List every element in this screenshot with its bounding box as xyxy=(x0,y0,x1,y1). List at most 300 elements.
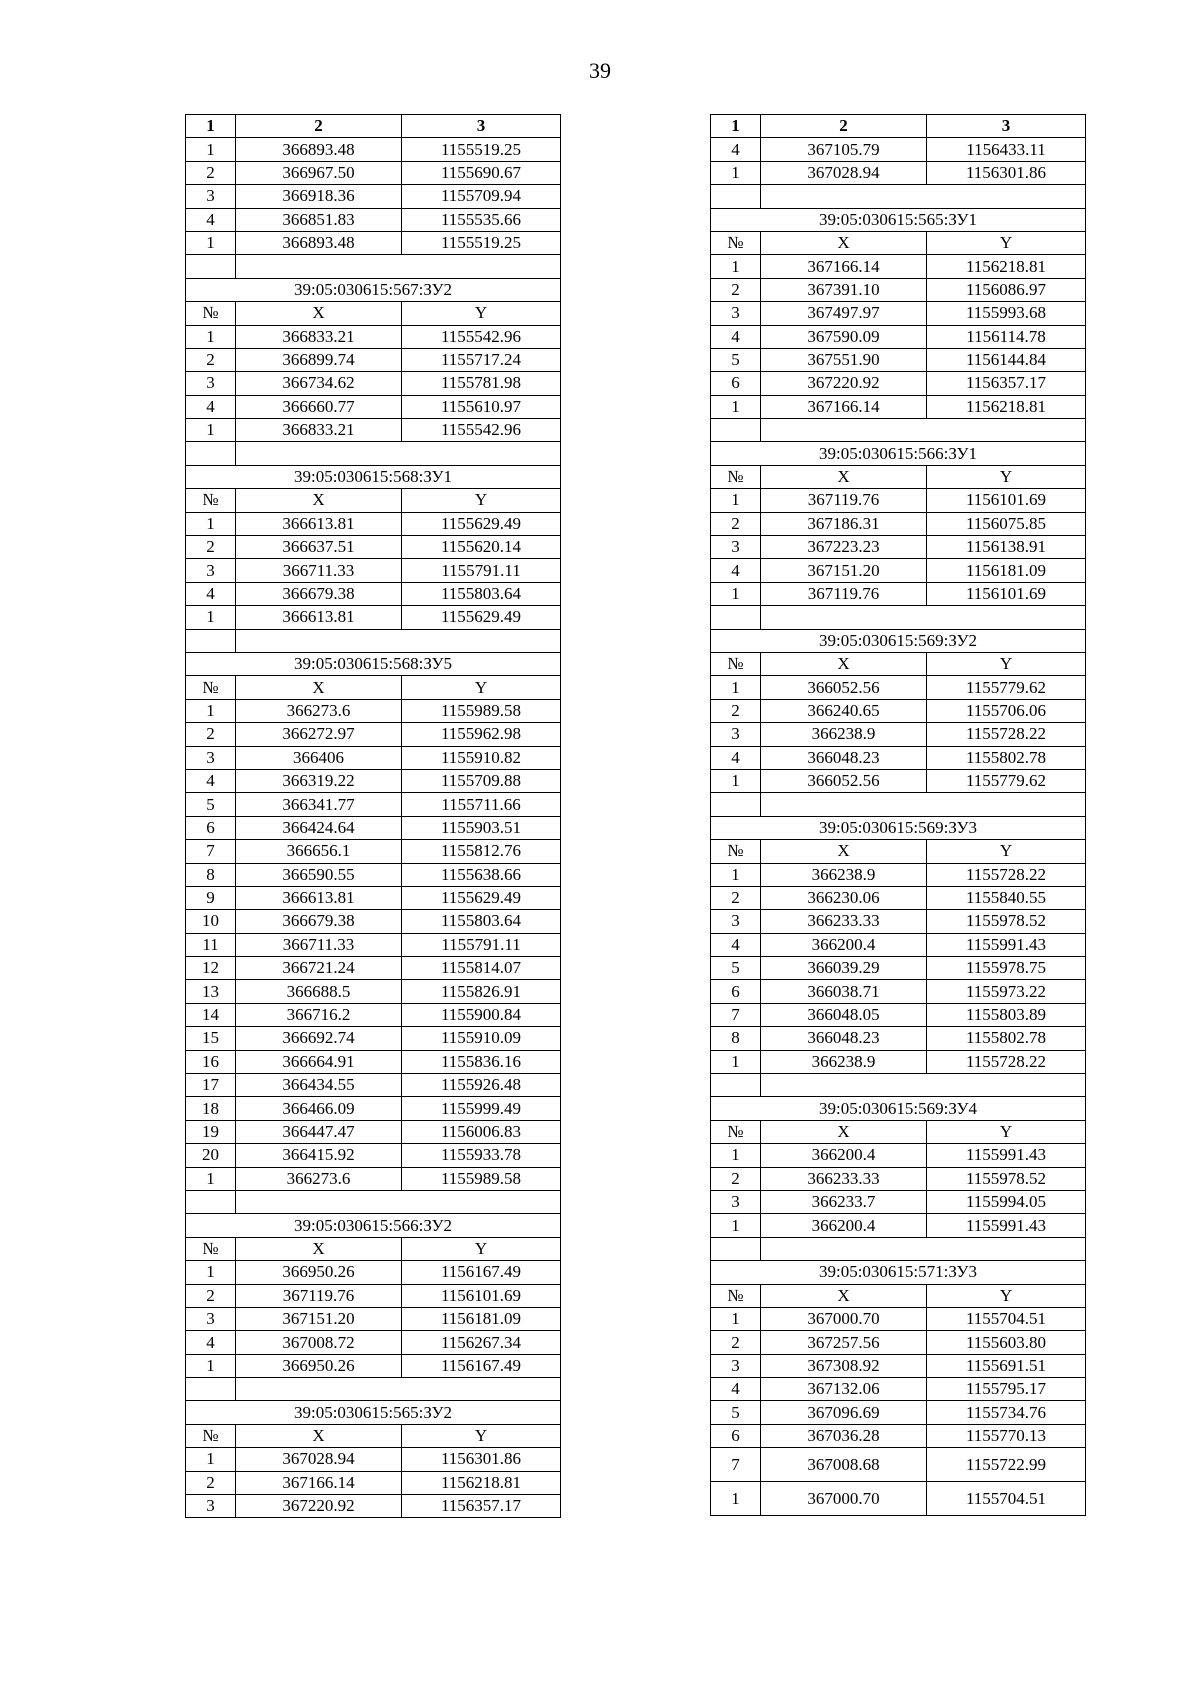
y-coordinate-cell: 1155781.98 xyxy=(402,372,561,395)
table-row xyxy=(186,840,561,863)
point-number-cell: 1 xyxy=(186,325,236,348)
point-number-cell: 6 xyxy=(711,1424,761,1447)
blank-row xyxy=(711,793,1086,816)
blank-row xyxy=(711,419,1086,442)
table-row xyxy=(711,536,1086,559)
table-row xyxy=(186,910,561,933)
point-number-cell: 3 xyxy=(186,1307,236,1330)
y-coordinate-cell: 1155709.88 xyxy=(402,769,561,792)
table-row xyxy=(186,489,561,512)
table-row xyxy=(711,769,1086,792)
point-number-cell: 2 xyxy=(711,1167,761,1190)
x-coordinate-cell: 366233.33 xyxy=(761,910,927,933)
table-row xyxy=(711,302,1086,325)
blank-cell xyxy=(761,1237,1086,1260)
y-coordinate-cell: 1155900.84 xyxy=(402,1003,561,1026)
y-coordinate-cell: 1155978.75 xyxy=(927,957,1086,980)
point-number-cell: 5 xyxy=(711,1401,761,1424)
point-number-cell: 2 xyxy=(711,512,761,535)
table-row xyxy=(711,957,1086,980)
x-coordinate-cell: 366716.2 xyxy=(236,1003,402,1026)
table-row xyxy=(711,465,1086,488)
y-coordinate-cell: Y xyxy=(402,676,561,699)
y-coordinate-cell: 1156086.97 xyxy=(927,278,1086,301)
x-coordinate-cell: 366950.26 xyxy=(236,1354,402,1377)
blank-row xyxy=(186,1378,561,1401)
x-coordinate-cell: X xyxy=(236,1424,402,1447)
y-coordinate-cell: 1155728.22 xyxy=(927,863,1086,886)
parcel-title-row xyxy=(186,278,561,301)
y-coordinate-cell: Y xyxy=(927,465,1086,488)
table-row xyxy=(711,372,1086,395)
table-row xyxy=(711,1424,1086,1447)
x-coordinate-cell: 366238.9 xyxy=(761,863,927,886)
header-cell: 2 xyxy=(236,115,402,138)
parcel-title: 39:05:030615:566:ЗУ1 xyxy=(711,442,1086,465)
y-coordinate-cell: 1155814.07 xyxy=(402,957,561,980)
table-row xyxy=(711,1307,1086,1330)
table-row xyxy=(186,1027,561,1050)
table-row xyxy=(711,1482,1086,1516)
blank-row xyxy=(186,629,561,652)
table-row xyxy=(186,1354,561,1377)
blank-row xyxy=(186,442,561,465)
table-row xyxy=(186,208,561,231)
y-coordinate-cell: 1156267.34 xyxy=(402,1331,561,1354)
y-coordinate-cell: 1155933.78 xyxy=(402,1144,561,1167)
point-number-cell: 2 xyxy=(186,161,236,184)
point-number-cell: 17 xyxy=(186,1074,236,1097)
table-row xyxy=(186,816,561,839)
point-number-cell: 4 xyxy=(711,1378,761,1401)
point-number-cell: 1 xyxy=(711,1307,761,1330)
blank-cell xyxy=(711,1074,761,1097)
parcel-title: 39:05:030615:566:ЗУ2 xyxy=(186,1214,561,1237)
point-number-cell: 3 xyxy=(711,536,761,559)
blank-row xyxy=(186,255,561,278)
blank-cell xyxy=(186,629,236,652)
x-coordinate-cell: 366233.7 xyxy=(761,1190,927,1213)
point-number-cell: 12 xyxy=(186,957,236,980)
x-coordinate-cell: X xyxy=(761,231,927,254)
table-row xyxy=(186,419,561,442)
y-coordinate-cell: 1155910.82 xyxy=(402,746,561,769)
parcel-title: 39:05:030615:568:ЗУ1 xyxy=(186,465,561,488)
point-number-cell: 4 xyxy=(186,395,236,418)
point-number-cell: 5 xyxy=(711,957,761,980)
point-number-cell: 16 xyxy=(186,1050,236,1073)
table-row xyxy=(711,886,1086,909)
table-row xyxy=(711,582,1086,605)
parcel-title-row xyxy=(711,208,1086,231)
x-coordinate-cell: 366200.4 xyxy=(761,1214,927,1237)
y-coordinate-cell: 1155973.22 xyxy=(927,980,1086,1003)
point-number-cell: 2 xyxy=(711,1331,761,1354)
x-coordinate-cell: X xyxy=(761,465,927,488)
blank-row xyxy=(186,1190,561,1213)
x-coordinate-cell: 367391.10 xyxy=(761,278,927,301)
point-number-cell: 3 xyxy=(711,1190,761,1213)
point-number-cell: 1 xyxy=(711,395,761,418)
x-coordinate-cell: 367119.76 xyxy=(236,1284,402,1307)
table-row xyxy=(186,372,561,395)
x-coordinate-cell: 366851.83 xyxy=(236,208,402,231)
blank-cell xyxy=(236,1378,561,1401)
y-coordinate-cell: 1156301.86 xyxy=(402,1448,561,1471)
table-row xyxy=(711,138,1086,161)
y-coordinate-cell: 1155610.97 xyxy=(402,395,561,418)
y-coordinate-cell: 1155734.76 xyxy=(927,1401,1086,1424)
table-row xyxy=(186,676,561,699)
point-number-cell: 1 xyxy=(186,1261,236,1284)
point-number-cell: 2 xyxy=(186,1284,236,1307)
table-row xyxy=(711,652,1086,675)
x-coordinate-cell: 367000.70 xyxy=(761,1482,927,1516)
point-number-cell: 1 xyxy=(711,1214,761,1237)
x-coordinate-cell: 366200.4 xyxy=(761,933,927,956)
x-coordinate-cell: 367132.06 xyxy=(761,1378,927,1401)
y-coordinate-cell: Y xyxy=(927,1120,1086,1143)
y-coordinate-cell: 1155802.78 xyxy=(927,746,1086,769)
point-number-cell: 1 xyxy=(186,699,236,722)
point-number-cell: 3 xyxy=(711,910,761,933)
y-coordinate-cell: 1155519.25 xyxy=(402,231,561,254)
x-coordinate-cell: 367186.31 xyxy=(761,512,927,535)
y-coordinate-cell: 1155709.94 xyxy=(402,185,561,208)
x-coordinate-cell: 367096.69 xyxy=(761,1401,927,1424)
blank-cell xyxy=(761,185,1086,208)
y-coordinate-cell: Y xyxy=(402,302,561,325)
coordinates-table-left xyxy=(185,114,561,1518)
table-row xyxy=(186,1424,561,1447)
x-coordinate-cell: 366052.56 xyxy=(761,769,927,792)
parcel-title-row xyxy=(186,465,561,488)
x-coordinate-cell: 367223.23 xyxy=(761,536,927,559)
y-coordinate-cell: 1156114.78 xyxy=(927,325,1086,348)
table-row xyxy=(711,1050,1086,1073)
y-coordinate-cell: 1155717.24 xyxy=(402,348,561,371)
blank-cell xyxy=(236,629,561,652)
table-row xyxy=(186,395,561,418)
point-number-cell: 7 xyxy=(711,1448,761,1482)
point-number-cell: 2 xyxy=(711,278,761,301)
y-coordinate-cell: 1155962.98 xyxy=(402,723,561,746)
y-coordinate-cell: 1155903.51 xyxy=(402,816,561,839)
point-number-cell: 20 xyxy=(186,1144,236,1167)
x-coordinate-cell: 366664.91 xyxy=(236,1050,402,1073)
table-header-row xyxy=(186,115,561,138)
x-coordinate-cell: 366711.33 xyxy=(236,933,402,956)
point-number-cell: 1 xyxy=(186,512,236,535)
y-coordinate-cell: 1155991.43 xyxy=(927,1144,1086,1167)
parcel-title: 39:05:030615:565:ЗУ1 xyxy=(711,208,1086,231)
header-cell: 1 xyxy=(186,115,236,138)
y-coordinate-cell: 1155535.66 xyxy=(402,208,561,231)
table-row xyxy=(711,723,1086,746)
x-coordinate-cell: 366656.1 xyxy=(236,840,402,863)
x-coordinate-cell: 366415.92 xyxy=(236,1144,402,1167)
x-coordinate-cell: 366341.77 xyxy=(236,793,402,816)
y-coordinate-cell: 1156218.81 xyxy=(402,1471,561,1494)
point-number-cell: № xyxy=(186,302,236,325)
table-row xyxy=(186,1448,561,1471)
x-coordinate-cell: 366899.74 xyxy=(236,348,402,371)
x-coordinate-cell: 367166.14 xyxy=(761,395,927,418)
y-coordinate-cell: 1155629.49 xyxy=(402,512,561,535)
table-row xyxy=(186,1144,561,1167)
y-coordinate-cell: 1155629.49 xyxy=(402,606,561,629)
table-row xyxy=(186,769,561,792)
point-number-cell: № xyxy=(186,676,236,699)
parcel-title: 39:05:030615:568:ЗУ5 xyxy=(186,652,561,675)
point-number-cell: 4 xyxy=(711,138,761,161)
table-row xyxy=(186,138,561,161)
point-number-cell: 7 xyxy=(186,840,236,863)
table-row xyxy=(711,1167,1086,1190)
point-number-cell: 1 xyxy=(711,1050,761,1073)
table-row xyxy=(186,302,561,325)
header-cell: 1 xyxy=(711,115,761,138)
table-row xyxy=(186,231,561,254)
table-row xyxy=(186,980,561,1003)
table-row xyxy=(186,1120,561,1143)
point-number-cell: 2 xyxy=(186,1471,236,1494)
parcel-title: 39:05:030615:571:ЗУ3 xyxy=(711,1261,1086,1284)
x-coordinate-cell: 366272.97 xyxy=(236,723,402,746)
point-number-cell: 2 xyxy=(711,699,761,722)
table-row xyxy=(711,1331,1086,1354)
table-row xyxy=(186,606,561,629)
point-number-cell: 8 xyxy=(711,1027,761,1050)
table-row xyxy=(711,1214,1086,1237)
point-number-cell: 4 xyxy=(186,582,236,605)
x-coordinate-cell: 366833.21 xyxy=(236,325,402,348)
parcel-title-row xyxy=(711,1261,1086,1284)
point-number-cell: 1 xyxy=(711,1144,761,1167)
y-coordinate-cell: 1155690.67 xyxy=(402,161,561,184)
y-coordinate-cell: 1155802.78 xyxy=(927,1027,1086,1050)
table-row xyxy=(186,161,561,184)
blank-cell xyxy=(186,442,236,465)
x-coordinate-cell: 366466.09 xyxy=(236,1097,402,1120)
y-coordinate-cell: 1156181.09 xyxy=(402,1307,561,1330)
x-coordinate-cell: 367008.72 xyxy=(236,1331,402,1354)
parcel-title: 39:05:030615:567:ЗУ2 xyxy=(186,278,561,301)
point-number-cell: № xyxy=(186,489,236,512)
y-coordinate-cell: 1156167.49 xyxy=(402,1261,561,1284)
x-coordinate-cell: 367008.68 xyxy=(761,1448,927,1482)
x-coordinate-cell: 366424.64 xyxy=(236,816,402,839)
table-row xyxy=(711,1190,1086,1213)
table-header-row xyxy=(711,115,1086,138)
table-row xyxy=(711,489,1086,512)
table-row xyxy=(186,325,561,348)
point-number-cell: 13 xyxy=(186,980,236,1003)
x-coordinate-cell: 367028.94 xyxy=(761,161,927,184)
y-coordinate-cell: 1156101.69 xyxy=(927,489,1086,512)
y-coordinate-cell: 1156101.69 xyxy=(927,582,1086,605)
table-row xyxy=(186,933,561,956)
x-coordinate-cell: X xyxy=(761,1284,927,1307)
point-number-cell: 6 xyxy=(186,816,236,839)
parcel-title-row xyxy=(186,652,561,675)
x-coordinate-cell: 366613.81 xyxy=(236,512,402,535)
x-coordinate-cell: 366950.26 xyxy=(236,1261,402,1284)
point-number-cell: 1 xyxy=(711,582,761,605)
table-row xyxy=(711,840,1086,863)
table-row xyxy=(711,1354,1086,1377)
x-coordinate-cell: X xyxy=(236,302,402,325)
point-number-cell: 10 xyxy=(186,910,236,933)
x-coordinate-cell: 366273.6 xyxy=(236,699,402,722)
point-number-cell: 7 xyxy=(711,1003,761,1026)
y-coordinate-cell: 1155991.43 xyxy=(927,1214,1086,1237)
table-row xyxy=(186,699,561,722)
table-row xyxy=(711,933,1086,956)
x-coordinate-cell: 367590.09 xyxy=(761,325,927,348)
blank-row xyxy=(711,1074,1086,1097)
parcel-title-row xyxy=(711,629,1086,652)
y-coordinate-cell: 1156357.17 xyxy=(402,1495,561,1518)
x-coordinate-cell: 367220.92 xyxy=(236,1495,402,1518)
table-row xyxy=(186,1307,561,1330)
x-coordinate-cell: 366967.50 xyxy=(236,161,402,184)
y-coordinate-cell: 1155840.55 xyxy=(927,886,1086,909)
point-number-cell: 1 xyxy=(186,606,236,629)
y-coordinate-cell: 1156101.69 xyxy=(402,1284,561,1307)
table-row xyxy=(186,1495,561,1518)
x-coordinate-cell: 366613.81 xyxy=(236,606,402,629)
y-coordinate-cell: 1155629.49 xyxy=(402,886,561,909)
point-number-cell: 4 xyxy=(711,559,761,582)
x-coordinate-cell: 366918.36 xyxy=(236,185,402,208)
y-coordinate-cell: 1155706.06 xyxy=(927,699,1086,722)
x-coordinate-cell: 367151.20 xyxy=(236,1307,402,1330)
x-coordinate-cell: 367551.90 xyxy=(761,348,927,371)
x-coordinate-cell: 366238.9 xyxy=(761,1050,927,1073)
point-number-cell: 1 xyxy=(186,1354,236,1377)
coordinates-table-right xyxy=(710,114,1086,1516)
x-coordinate-cell: 366679.38 xyxy=(236,582,402,605)
page-number: 39 xyxy=(589,58,611,83)
x-coordinate-cell: 366637.51 xyxy=(236,536,402,559)
y-coordinate-cell: Y xyxy=(927,840,1086,863)
point-number-cell: 1 xyxy=(711,489,761,512)
point-number-cell: № xyxy=(711,652,761,675)
point-number-cell: 1 xyxy=(186,1448,236,1471)
blank-cell xyxy=(711,419,761,442)
x-coordinate-cell: 366679.38 xyxy=(236,910,402,933)
x-coordinate-cell: 367000.70 xyxy=(761,1307,927,1330)
x-coordinate-cell: 366319.22 xyxy=(236,769,402,792)
y-coordinate-cell: 1155603.80 xyxy=(927,1331,1086,1354)
y-coordinate-cell: 1155989.58 xyxy=(402,699,561,722)
x-coordinate-cell: 366893.48 xyxy=(236,231,402,254)
table-row xyxy=(711,699,1086,722)
x-coordinate-cell: 367151.20 xyxy=(761,559,927,582)
point-number-cell: № xyxy=(711,1120,761,1143)
point-number-cell: 4 xyxy=(186,1331,236,1354)
table-row xyxy=(186,1003,561,1026)
x-coordinate-cell: 366447.47 xyxy=(236,1120,402,1143)
x-coordinate-cell: 366711.33 xyxy=(236,559,402,582)
table-row xyxy=(711,161,1086,184)
table-row xyxy=(711,746,1086,769)
y-coordinate-cell: 1155638.66 xyxy=(402,863,561,886)
x-coordinate-cell: 367105.79 xyxy=(761,138,927,161)
table-row xyxy=(711,325,1086,348)
point-number-cell: 4 xyxy=(711,933,761,956)
table-row xyxy=(186,559,561,582)
x-coordinate-cell: X xyxy=(761,1120,927,1143)
table-row xyxy=(711,348,1086,371)
y-coordinate-cell: 1155795.17 xyxy=(927,1378,1086,1401)
table-row xyxy=(711,1284,1086,1307)
table-row xyxy=(186,886,561,909)
table-row xyxy=(711,1120,1086,1143)
parcel-title-row xyxy=(711,442,1086,465)
y-coordinate-cell: 1155620.14 xyxy=(402,536,561,559)
point-number-cell: 2 xyxy=(711,886,761,909)
y-coordinate-cell: 1155728.22 xyxy=(927,1050,1086,1073)
point-number-cell: 2 xyxy=(186,723,236,746)
x-coordinate-cell: X xyxy=(236,1237,402,1260)
x-coordinate-cell: 367308.92 xyxy=(761,1354,927,1377)
blank-cell xyxy=(186,255,236,278)
point-number-cell: 19 xyxy=(186,1120,236,1143)
y-coordinate-cell: 1155926.48 xyxy=(402,1074,561,1097)
blank-cell xyxy=(186,1190,236,1213)
x-coordinate-cell: 367220.92 xyxy=(761,372,927,395)
y-coordinate-cell: 1155779.62 xyxy=(927,769,1086,792)
x-coordinate-cell: 367119.76 xyxy=(761,582,927,605)
y-coordinate-cell: 1155993.68 xyxy=(927,302,1086,325)
table-row xyxy=(186,582,561,605)
blank-row xyxy=(711,185,1086,208)
x-coordinate-cell: 366240.65 xyxy=(761,699,927,722)
header-cell: 3 xyxy=(927,115,1086,138)
y-coordinate-cell: 1155791.11 xyxy=(402,933,561,956)
y-coordinate-cell: 1155704.51 xyxy=(927,1307,1086,1330)
x-coordinate-cell: 366048.23 xyxy=(761,746,927,769)
y-coordinate-cell: 1156075.85 xyxy=(927,512,1086,535)
point-number-cell: 8 xyxy=(186,863,236,886)
x-coordinate-cell: 367166.14 xyxy=(761,255,927,278)
y-coordinate-cell: 1155812.76 xyxy=(402,840,561,863)
table-row xyxy=(711,559,1086,582)
y-coordinate-cell: 1155803.64 xyxy=(402,582,561,605)
y-coordinate-cell: Y xyxy=(927,1284,1086,1307)
x-coordinate-cell: 367166.14 xyxy=(236,1471,402,1494)
blank-row xyxy=(711,606,1086,629)
point-number-cell: 9 xyxy=(186,886,236,909)
point-number-cell: 1 xyxy=(711,161,761,184)
y-coordinate-cell: 1156301.86 xyxy=(927,161,1086,184)
x-coordinate-cell: 366734.62 xyxy=(236,372,402,395)
parcel-title: 39:05:030615:565:ЗУ2 xyxy=(186,1401,561,1424)
x-coordinate-cell: 366238.9 xyxy=(761,723,927,746)
blank-row xyxy=(711,1237,1086,1260)
point-number-cell: 18 xyxy=(186,1097,236,1120)
x-coordinate-cell: X xyxy=(761,652,927,675)
point-number-cell: 4 xyxy=(186,769,236,792)
point-number-cell: 15 xyxy=(186,1027,236,1050)
y-coordinate-cell: 1155826.91 xyxy=(402,980,561,1003)
parcel-title: 39:05:030615:569:ЗУ2 xyxy=(711,629,1086,652)
y-coordinate-cell: 1156218.81 xyxy=(927,255,1086,278)
point-number-cell: 1 xyxy=(711,255,761,278)
point-number-cell: 11 xyxy=(186,933,236,956)
